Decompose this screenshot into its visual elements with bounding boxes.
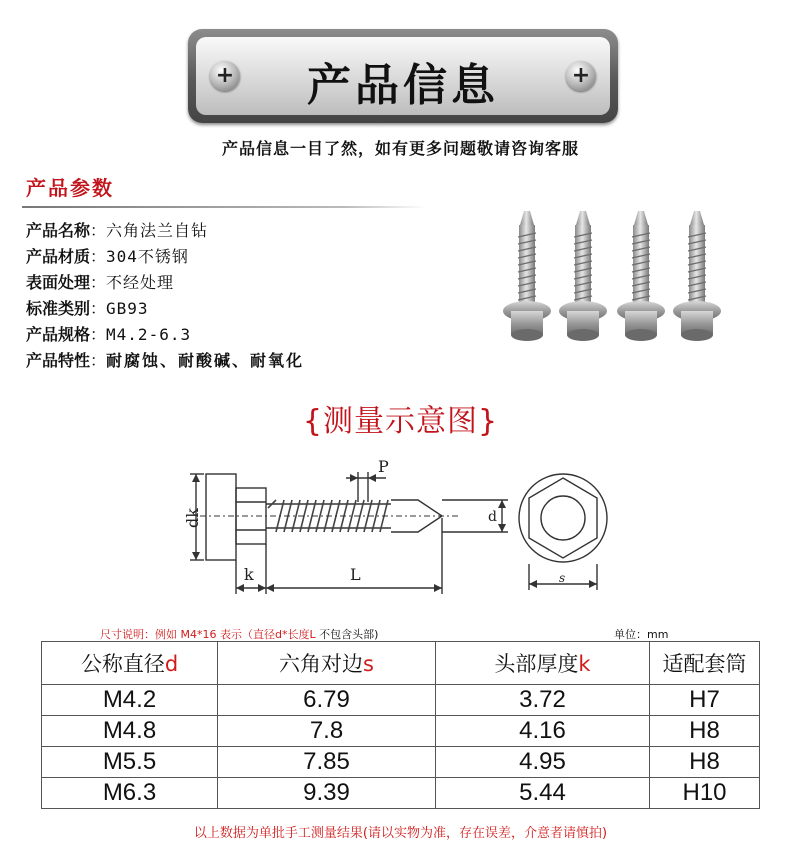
table-cell: 9.39 <box>218 778 436 809</box>
product-photo <box>508 207 758 355</box>
dim-label-s: s <box>559 571 566 585</box>
table-cell: 5.44 <box>436 778 650 809</box>
param-row <box>26 348 304 374</box>
param-value: 六角法兰自钻 <box>106 221 209 240</box>
spec-table <box>41 641 760 809</box>
column-header-text: 六角对边 <box>279 652 364 676</box>
column-header-text: 头部厚度 <box>494 652 579 676</box>
param-key: 产品材质 <box>26 247 91 266</box>
param-key: 表面处理 <box>26 273 91 292</box>
dim-label-d: d <box>488 509 497 525</box>
param-colon: ： <box>90 247 107 266</box>
param-value: 不经处理 <box>106 273 175 292</box>
screw-head-icon: + <box>566 61 596 91</box>
section-divider <box>22 206 426 208</box>
column-header-text: 适配套筒 <box>662 652 747 676</box>
column-header <box>218 642 436 685</box>
param-value: M4.2-6.3 <box>106 325 192 344</box>
column-header <box>650 642 760 685</box>
dim-label-l: L <box>350 565 361 584</box>
table-cell: M4.2 <box>42 685 218 716</box>
param-key: 产品名称 <box>26 221 91 240</box>
table-row <box>42 716 760 747</box>
caption-black: 不包含头部) <box>319 628 379 641</box>
table-row <box>42 685 760 716</box>
param-key: 产品特性 <box>26 351 91 370</box>
unit-label: 单位：mm <box>614 628 669 641</box>
table-cell: M6.3 <box>42 778 218 809</box>
screw-head-icon: + <box>210 61 240 91</box>
table-cell: 7.8 <box>218 716 436 747</box>
param-value: GB93 <box>106 299 149 318</box>
param-row <box>26 218 304 244</box>
dim-label-k: k <box>244 565 254 584</box>
column-header-symbol: s <box>363 652 374 676</box>
section-title: 产品参数 <box>26 176 114 200</box>
table-cell: 6.79 <box>218 685 436 716</box>
param-row <box>26 244 304 270</box>
param-row <box>26 322 304 348</box>
param-colon: ： <box>90 299 107 318</box>
param-colon: ： <box>90 273 107 292</box>
footer-note: 以上数据为单批手工测量结果(请以实物为准，存在误差，介意者请慎拍) <box>193 826 608 841</box>
table-cell: M4.8 <box>42 716 218 747</box>
table-cell: 7.85 <box>218 747 436 778</box>
measurement-diagram <box>183 452 616 602</box>
param-colon: ： <box>90 325 107 344</box>
column-header-symbol: k <box>578 652 591 676</box>
table-row <box>42 778 760 809</box>
size-caption <box>100 626 378 642</box>
param-value: 304不锈钢 <box>106 247 189 266</box>
param-key: 标准类别 <box>26 299 91 318</box>
table-row <box>42 747 760 778</box>
caption-red: 尺寸说明：例如 M4*16 表示（直径d*长度L <box>100 628 316 641</box>
table-cell: M5.5 <box>42 747 218 778</box>
diagram-title: {测量示意图} <box>302 404 499 439</box>
param-list <box>26 218 304 374</box>
table-cell: H7 <box>650 685 760 716</box>
param-colon: ： <box>90 351 107 370</box>
table-cell: 3.72 <box>436 685 650 716</box>
dim-label-dk: dk <box>183 508 202 528</box>
param-row <box>26 296 304 322</box>
page-title: 产品信息 <box>307 60 499 111</box>
title-banner <box>188 29 618 123</box>
column-header <box>436 642 650 685</box>
subtitle: 产品信息一目了然，如有更多问题敬请咨询客服 <box>221 139 579 158</box>
column-header-text: 公称直径 <box>80 652 165 676</box>
param-value: 耐腐蚀、耐酸碱、耐氧化 <box>106 351 305 370</box>
dim-label-p: P <box>378 457 389 476</box>
table-cell: 4.95 <box>436 747 650 778</box>
table-cell: H10 <box>650 778 760 809</box>
table-cell: H8 <box>650 716 760 747</box>
column-header <box>42 642 218 685</box>
title-banner-plate <box>196 37 610 115</box>
table-header-row <box>42 642 760 685</box>
table-cell: 4.16 <box>436 716 650 747</box>
column-header-symbol: d <box>164 652 179 676</box>
param-key: 产品规格 <box>26 325 91 344</box>
param-colon: ： <box>90 221 107 240</box>
param-row <box>26 270 304 296</box>
table-cell: H8 <box>650 747 760 778</box>
